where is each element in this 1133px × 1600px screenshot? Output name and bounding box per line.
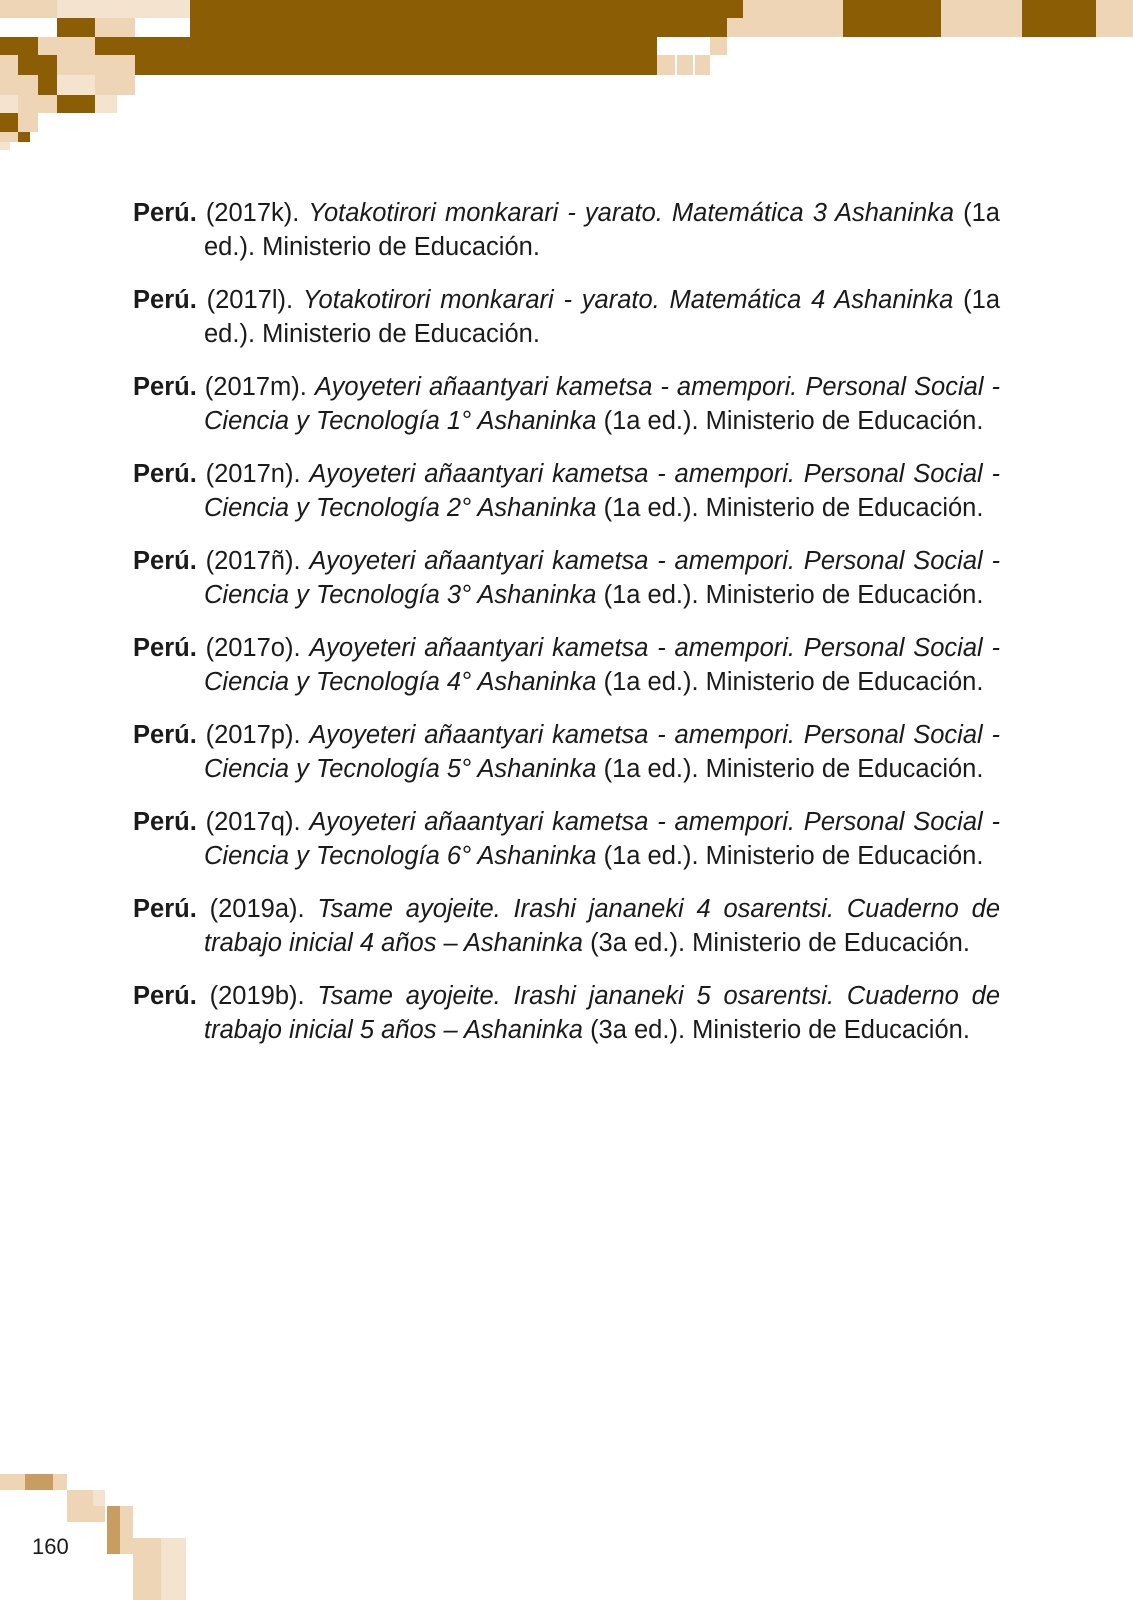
reference-publication: (3a ed.). Ministerio de Educación. [590,929,970,957]
reference-entry [133,892,1000,960]
reference-author: Perú. [133,808,197,836]
reference-entry [133,544,1000,612]
reference-author: Perú. [133,982,197,1010]
reference-author: Perú. [133,721,197,749]
reference-author: Perú. [133,286,197,314]
reference-publication: (1a ed.). Ministerio de Educación. [603,755,984,783]
reference-entry [133,283,1000,351]
reference-date: (2017o). [205,634,301,662]
reference-date: (2017p). [205,721,301,749]
reference-date: (2017k). [205,199,300,227]
reference-entry [133,196,1000,264]
reference-entry [133,805,1000,873]
reference-date: (2017l). [206,286,294,314]
reference-publication: (1a ed.). Ministerio de Educación. [204,199,1000,261]
reference-publication: (1a ed.). Ministerio de Educación. [204,286,1000,348]
reference-title: Ayoyeteri añaantyari kametsa - amempori. Personal Social - Ciencia y Tecnología 1° Ashaninka [204,373,1000,435]
reference-title: Ayoyeteri añaantyari kametsa - amempori. Personal Social - Ciencia y Tecnología 5° Ashaninka [204,721,1000,783]
reference-entry [133,718,1000,786]
reference-author: Perú. [133,199,197,227]
reference-date: (2019b). [209,982,305,1010]
reference-date: (2017m). [204,373,307,401]
reference-title: Ayoyeteri añaantyari kametsa - amempori. Personal Social - Ciencia y Tecnología 3° Ashaninka [204,547,1000,609]
reference-date: (2017n). [205,460,301,488]
reference-publication: (1a ed.). Ministerio de Educación. [603,494,984,522]
reference-title: Tsame ayojeite. Irashi jananeki 4 osarentsi. Cuaderno de trabajo inicial 4 años – Ashaninka [204,895,1001,957]
reference-date: (2017q). [205,808,301,836]
reference-title: Ayoyeteri añaantyari kametsa - amempori. Personal Social - Ciencia y Tecnología 6° Ashaninka [204,808,1000,870]
reference-publication: (1a ed.). Ministerio de Educación. [603,581,984,609]
reference-publication: (1a ed.). Ministerio de Educación. [603,842,984,870]
reference-publication: (3a ed.). Ministerio de Educación. [590,1016,970,1044]
page-number: 160 [32,1534,69,1559]
reference-author: Perú. [133,373,197,401]
reference-title: Tsame ayojeite. Irashi jananeki 5 osarentsi. Cuaderno de trabajo inicial 5 años – Ashaninka [204,982,1001,1044]
reference-date: (2019a). [209,895,305,923]
reference-entry [133,979,1000,1047]
reference-publication: (1a ed.). Ministerio de Educación. [603,407,984,435]
reference-title: Ayoyeteri añaantyari kametsa - amempori. Personal Social - Ciencia y Tecnología 2° Ashaninka [204,460,1000,522]
reference-list [133,196,1000,1066]
reference-publication: (1a ed.). Ministerio de Educación. [603,668,984,696]
reference-entry [133,457,1000,525]
reference-author: Perú. [133,547,197,575]
reference-author: Perú. [133,895,197,923]
reference-author: Perú. [133,460,197,488]
reference-title: Yotakotirori monkarari - yarato. Matemática 3 Ashaninka [308,199,955,227]
reference-date: (2017ñ). [205,547,301,575]
reference-entry [133,631,1000,699]
reference-entry [133,370,1000,438]
reference-title: Ayoyeteri añaantyari kametsa - amempori. Personal Social - Ciencia y Tecnología 4° Ashaninka [204,634,1000,696]
reference-title: Yotakotirori monkarari - yarato. Matemática 4 Ashaninka [302,286,954,314]
reference-author: Perú. [133,634,197,662]
